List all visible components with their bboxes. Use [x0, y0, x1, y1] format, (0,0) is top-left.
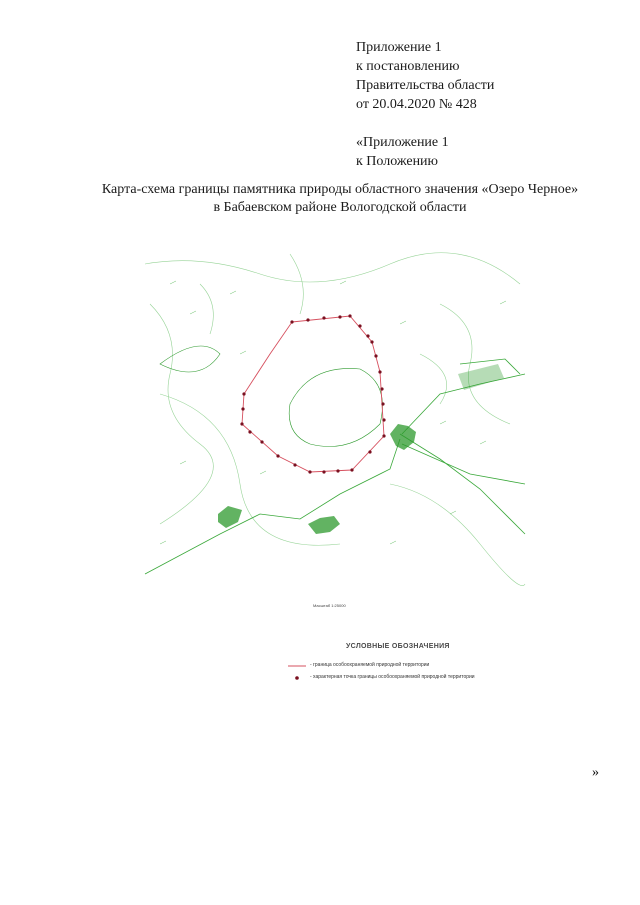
map-svg [140, 244, 526, 590]
lake-shore [160, 346, 383, 447]
document-title [60, 181, 620, 217]
title-line: Карта-схема границы памятника природы областного значения «Озеро Черное» [101, 182, 579, 197]
boundary-map [140, 244, 526, 590]
map-contours [145, 253, 525, 586]
appendix-line: Приложение 1 [356, 40, 442, 55]
boundary-points [240, 314, 385, 473]
legend-title: УСЛОВНЫЕ ОБОЗНАЧЕНИЯ [346, 643, 450, 650]
legend-row-point [286, 672, 546, 684]
appendix-line: «Приложение 1 [356, 135, 449, 150]
protected-area-boundary [242, 316, 384, 472]
map-legend [286, 643, 546, 684]
appendix-date-line: от 20.04.2020 № 428 [356, 97, 477, 112]
appendix-line: Правительства области [356, 78, 495, 93]
map-scale-label: Масштаб 1:25000 [313, 603, 346, 608]
closing-quote: » [592, 765, 599, 780]
legend-boundary-label: - граница особоохраняемой природной территории [310, 662, 430, 668]
boundary-point-icon [286, 672, 308, 684]
boundary-line-icon [286, 660, 308, 672]
title-line: в Бабаевском районе Вологодской области [213, 200, 467, 215]
legend-row-boundary [286, 660, 546, 672]
appendix-line: к Положению [356, 154, 439, 169]
appendix-header [356, 38, 494, 171]
marsh-hatching [160, 281, 506, 544]
vegetation-patches [218, 364, 504, 534]
map-roads [145, 359, 525, 574]
legend-point-label: - характерная точка границы особоохраняемой природной территории [310, 674, 475, 680]
appendix-line: к постановлению [356, 59, 460, 74]
